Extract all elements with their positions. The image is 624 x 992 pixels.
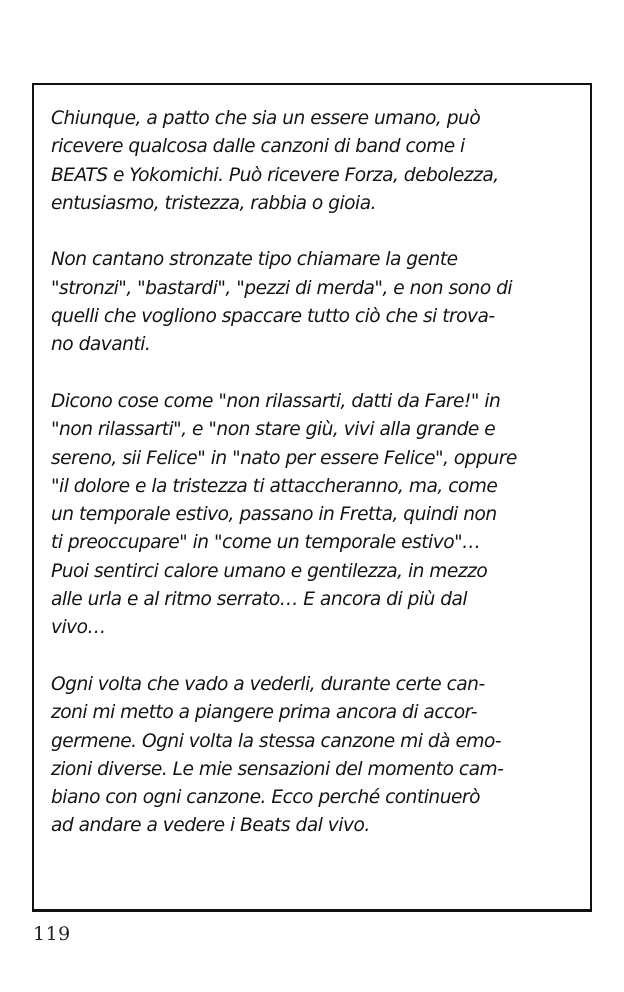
- text-line: zoni mi metto a piangere prima ancora di accor-: [51, 702, 477, 724]
- page-number: 119: [33, 923, 71, 945]
- text-line: sereno, sii Felice" in "nato per essere Felice", oppure: [51, 447, 517, 469]
- text-line: "stronzi", "bastardi", "pezzi di merda", e non sono di: [51, 277, 513, 299]
- text-line: Ogni volta che vado a vederli, durante certe can-: [51, 673, 485, 695]
- text-line: ad andare a vedere i Beats dal vivo.: [51, 815, 370, 837]
- paragraph-1: [51, 105, 581, 218]
- text-line: zioni diverse. Le mie sensazioni del momento cam-: [51, 758, 504, 780]
- body-text: [51, 105, 581, 869]
- text-line: Dicono cose come "non rilassarti, datti da Fare!" in: [51, 390, 501, 412]
- text-line: vivo…: [51, 617, 106, 639]
- text-line: Puoi sentirci calore umano e gentilezza, in mezzo: [51, 560, 488, 582]
- text-line: germene. Ogni volta la stessa canzone mi dà emo-: [51, 730, 502, 752]
- text-line: ti preoccupare" in "come un temporale estivo"…: [51, 532, 481, 554]
- text-line: quelli che vogliono spaccare tutto ciò che si trova-: [51, 306, 495, 328]
- text-line: entusiasmo, tristezza, rabbia o gioia.: [51, 192, 377, 214]
- text-line: BEATS e Yokomichi. Può ricevere Forza, debolezza,: [51, 164, 499, 186]
- text-line: Non cantano stronzate tipo chiamare la gente: [51, 249, 458, 271]
- text-line: biano con ogni canzone. Ecco perché continuerò: [51, 787, 480, 809]
- text-line: un temporale estivo, passano in Fretta, quindi non: [51, 504, 497, 526]
- text-line: no davanti.: [51, 334, 151, 356]
- text-line: Chiunque, a patto che sia un essere umano, può: [51, 108, 481, 129]
- paragraph-3: [51, 388, 581, 643]
- text-line: alle urla e al ritmo serrato… E ancora di più dal: [51, 589, 468, 611]
- paragraph-4: [51, 671, 581, 841]
- text-line: "non rilassarti", e "non stare giù, vivi alla grande e: [51, 419, 496, 441]
- text-line: ricevere qualcosa dalle canzoni di band come i: [51, 136, 465, 158]
- paragraph-2: [51, 246, 581, 359]
- text-box-frame: [32, 83, 592, 912]
- text-line: "il dolore e la tristezza ti attaccheranno, ma, come: [51, 475, 498, 497]
